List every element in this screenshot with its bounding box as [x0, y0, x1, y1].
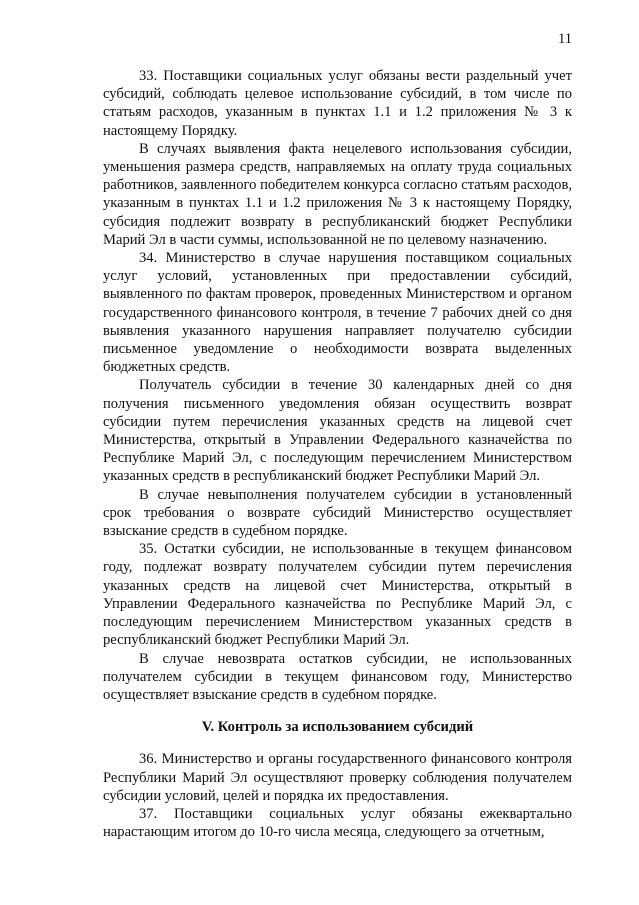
paragraph-36: 36. Министерство и органы государственного финансового контроля Республики Марий Эл осуществляют проверку соблюдения получателем субсидии условий, целей и порядка их предоставления.	[103, 751, 572, 804]
paragraph-34: 34. Министерство в случае нарушения поставщиком социальных услуг условий, установленных при предоставлении субсидий, выявленного по фактам проверок, проведенных Министерством и органом государственного финансового контроля, в течение 7 рабочих дней со дня выявления указанного нарушения направляет получателю субсидии письменное уведомление о необходимости возврата выделенных бюджетных средств.	[103, 250, 572, 376]
paragraph-35: 35. Остатки субсидии, не использованные в текущем финансовом году, подлежат возврату получателем субсидии путем перечисления указанных средств на лицевой счет Министерства, открытый в Управлении Федерального казначейства по Республике Марий Эл, с последующим перечислением Министерством указанных средств в республиканский бюджет Республики Марий Эл.	[103, 541, 572, 649]
paragraph-refund-30-days: Получатель субсидии в течение 30 календарных дней со дня получения письменного уведомления обязан осуществить возврат субсидии путем перечисления указанных средств на лицевой счет Министерства, открытый в Управлении Федерального казначейства по Республике Марий Эл, с последующим перечислением Министерством указанных средств в республиканский бюджет Республики Марий Эл.	[103, 377, 572, 485]
paragraph-misuse-refund: В случаях выявления факта нецелевого использования субсидии, уменьшения размера средств, направляемых на оплату труда социальных работников, заявленного победителем конкурса согласно статьям расходов, указанным в пунктах 1.1 и 1.2 приложения № 3 к настоящему Порядку, субсидия подлежит возврату в республиканский бюджет Республики Марий Эл в части суммы, использованной не по целевому назначению.	[103, 140, 572, 248]
paragraph-unreturned-balances: В случае невозврата остатков субсидии, не использованных получателем субсидии в текущем финансовом году, Министерство осуществляет взыскание средств в судебном порядке.	[103, 650, 572, 703]
section-title: V. Контроль за использованием субсидий	[201, 719, 474, 736]
paragraph-court-recovery: В случае невыполнения получателем субсидии в установленный срок требования о возврате субсидий Министерство осуществляет взыскание средств в судебном порядке.	[103, 486, 572, 540]
paragraph-37: 37. Поставщики социальных услуг обязаны ежеквартально нарастающим итогом до 10-го числа месяца, следующего за отчетным,	[103, 805, 572, 841]
paragraph-33: 33. Поставщики социальных услуг обязаны вести раздельный учет субсидий, соблюдать целевое использование субсидий, в том числе по статьям расходов, указанным в пунктах 1.1 и 1.2 приложения № 3 к настоящему Порядку.	[103, 68, 572, 139]
document-body	[103, 67, 572, 841]
page-number: 11	[557, 31, 572, 47]
